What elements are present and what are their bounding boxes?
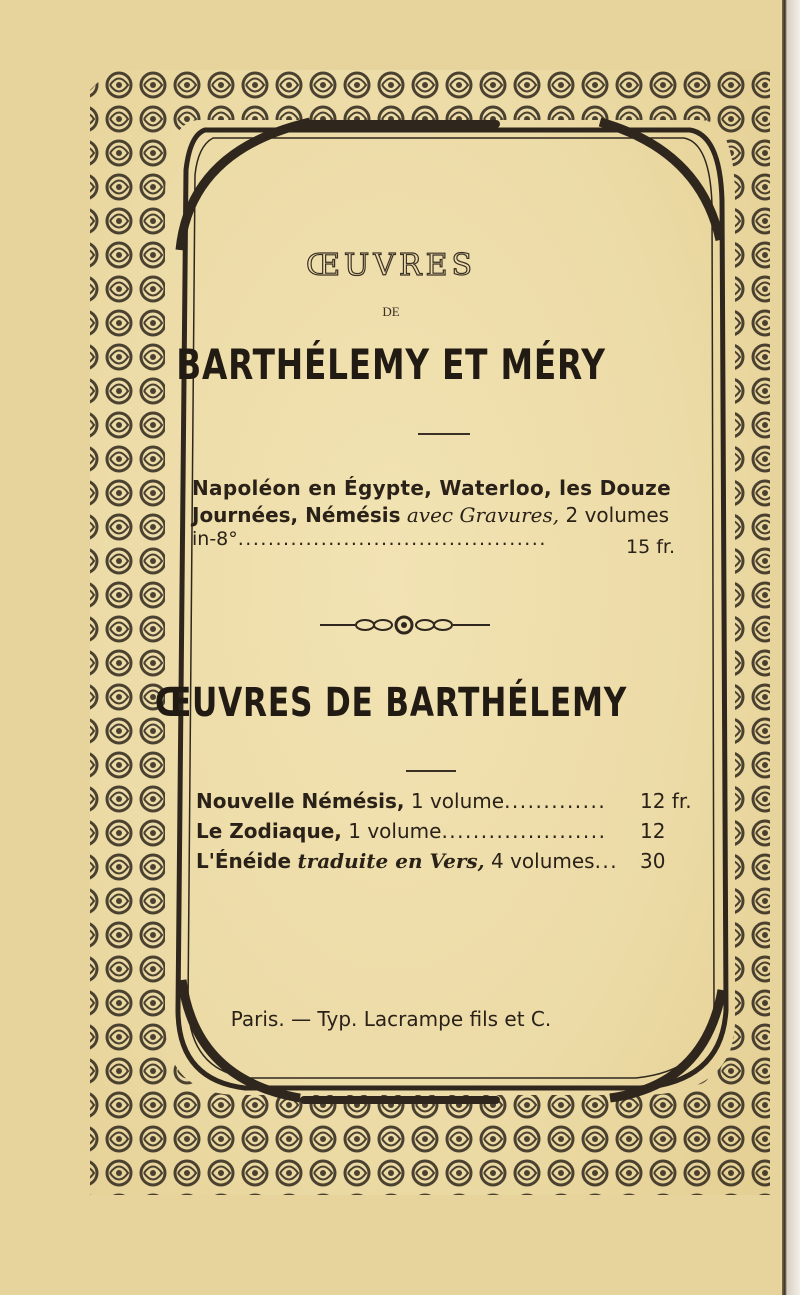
book1-line1: Napoléon en Égypte, Waterloo, les Douze bbox=[192, 476, 671, 500]
item-detail: 1 volume bbox=[348, 819, 442, 843]
book1-line2-rest: 2 volumes bbox=[565, 503, 670, 527]
item-name: Le Zodiaque, bbox=[196, 819, 342, 843]
book1-line2-bold: Journées, Némésis bbox=[192, 503, 401, 527]
list-item: Le Zodiaque, 1 volume..................... bbox=[196, 819, 607, 843]
heading-de: DE bbox=[382, 304, 400, 319]
book1-format: in-8° bbox=[192, 528, 238, 550]
item-detail: 4 volumes bbox=[490, 849, 595, 873]
item-detail: 1 volume bbox=[410, 789, 505, 813]
item-name: Nouvelle Némésis, bbox=[196, 789, 405, 813]
item-price: 12 bbox=[640, 819, 666, 843]
item-name: L'Énéide bbox=[196, 849, 292, 873]
book1-line2-italic: avec Gravures, bbox=[406, 503, 560, 527]
authors-title: BARTHÉLEMY ET MÉRY bbox=[176, 340, 606, 389]
item-price: 30 bbox=[640, 849, 666, 873]
item-italic: traduite en Vers, bbox=[297, 849, 485, 873]
book1-line3: in-8°......................................... bbox=[192, 528, 547, 550]
item-price: 12 fr. bbox=[640, 789, 692, 813]
book1-line2 bbox=[192, 503, 669, 527]
section-rule bbox=[406, 770, 456, 772]
list-item: L'Énéide traduite en Vers, 4 volumes... bbox=[196, 849, 619, 873]
list-item: Nouvelle Némésis, 1 volume............. bbox=[196, 789, 607, 813]
section-title: ŒUVRES DE BARTHÉLEMY bbox=[154, 680, 628, 726]
book1-price: 15 fr. bbox=[626, 536, 676, 558]
title-rule bbox=[418, 433, 470, 435]
heading-oeuvres: ŒUVRES bbox=[305, 248, 477, 283]
imprint: Paris. — Typ. Lacrampe fils et C. bbox=[230, 1007, 552, 1031]
page-edge bbox=[782, 0, 800, 1295]
